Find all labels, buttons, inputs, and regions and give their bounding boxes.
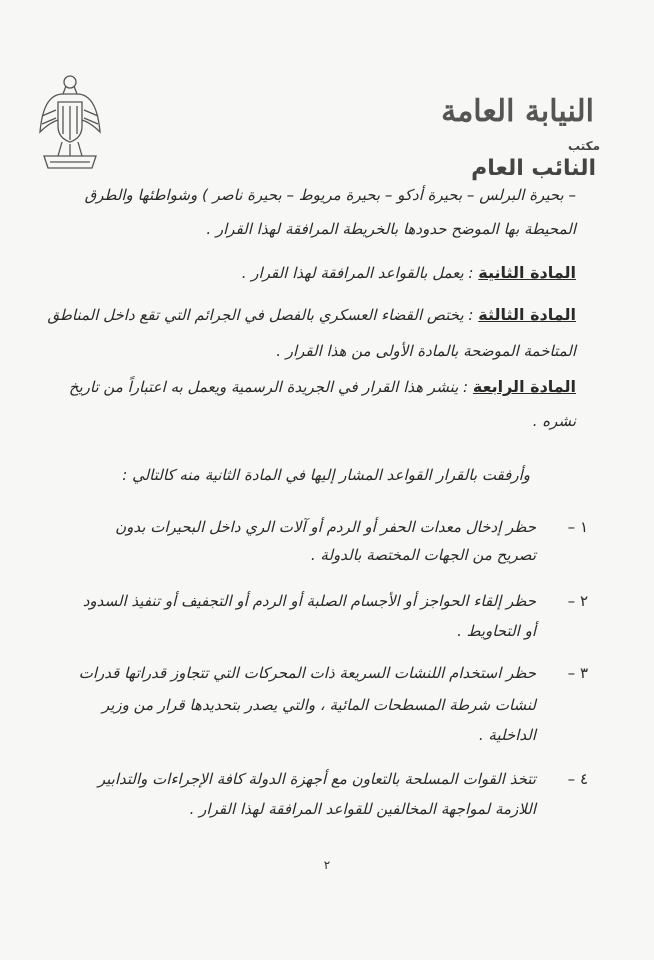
rule-number: ٣ – — [567, 664, 588, 682]
rule-line: الداخلية . — [478, 726, 536, 744]
rule-number: ٢ – — [567, 592, 588, 610]
article4-paragraph — [70, 376, 576, 398]
rule-line: أو التحاويط . — [457, 622, 536, 640]
letterhead-office: مكتب — [567, 139, 600, 153]
rule-line: حظر إلقاء الحواجز أو الأجسام الصلبة أو الردم أو التجفيف أو تنفيذ السدود — [82, 592, 536, 610]
article3-heading: المادة الثالثة — [478, 305, 576, 324]
article2-heading: المادة الثانية — [478, 263, 576, 282]
article2-paragraph — [70, 262, 576, 284]
page-number: ٢ — [323, 858, 331, 872]
article1-line: المحيطة بها الموضح حدودها بالخريطة المرافقة لهذا القرار . — [206, 220, 576, 238]
rule-line: تصريح من الجهات المختصة بالدولة . — [310, 546, 536, 564]
letterhead-title: النيابة العامة — [441, 94, 594, 129]
article4-heading: المادة الرابعة — [472, 377, 576, 396]
article4-line: نشره . — [532, 412, 576, 430]
rule-line: لنشات شرطة المسطحات المائية ، والتي يصدر بتحديدها قرار من وزير — [101, 696, 536, 714]
article4-text: : ينشر هذا القرار في الجريدة الرسمية ويعمل به اعتباراً من تاريخ — [68, 378, 469, 396]
rule-line: حظر إدخال معدات الحفر أو الردم أو آلات الري داخل البحيرات بدون — [115, 518, 536, 536]
article3-line: المتاخمة الموضحة بالمادة الأولى من هذا القرار . — [276, 342, 576, 360]
rule-line: تتخذ القوات المسلحة بالتعاون مع أجهزة الدولة كافة الإجراءات والتدابير — [97, 770, 536, 788]
article3-text: : يختص القضاء العسكري بالفصل في الجرائم التي تقع داخل المناطق — [47, 306, 474, 324]
eagle-emblem-icon — [36, 70, 104, 178]
article2-text: : يعمل بالقواعد المرافقة لهذا القرار . — [241, 264, 474, 282]
article3-paragraph — [47, 304, 576, 326]
rule-number: ١ – — [567, 518, 588, 536]
rule-line: حظر استخدام اللنشات السريعة ذات المحركات التي تتجاوز قدراتها قدرات — [78, 664, 536, 682]
rule-line: اللازمة لمواجهة المخالفين للقواعد المرافقة لهذا القرار . — [189, 800, 536, 818]
article1-line: – بحيرة البرلس – بحيرة أدكو – بحيرة مريوط – بحيرة ناصر ) وشواطئها والطرق — [84, 186, 576, 204]
rule-number: ٤ – — [567, 770, 588, 788]
rules-intro: وأرفقت بالقرار القواعد المشار إليها في المادة الثانية منه كالتالي : — [122, 466, 530, 484]
letterhead-subtitle: النائب العام — [471, 156, 596, 181]
